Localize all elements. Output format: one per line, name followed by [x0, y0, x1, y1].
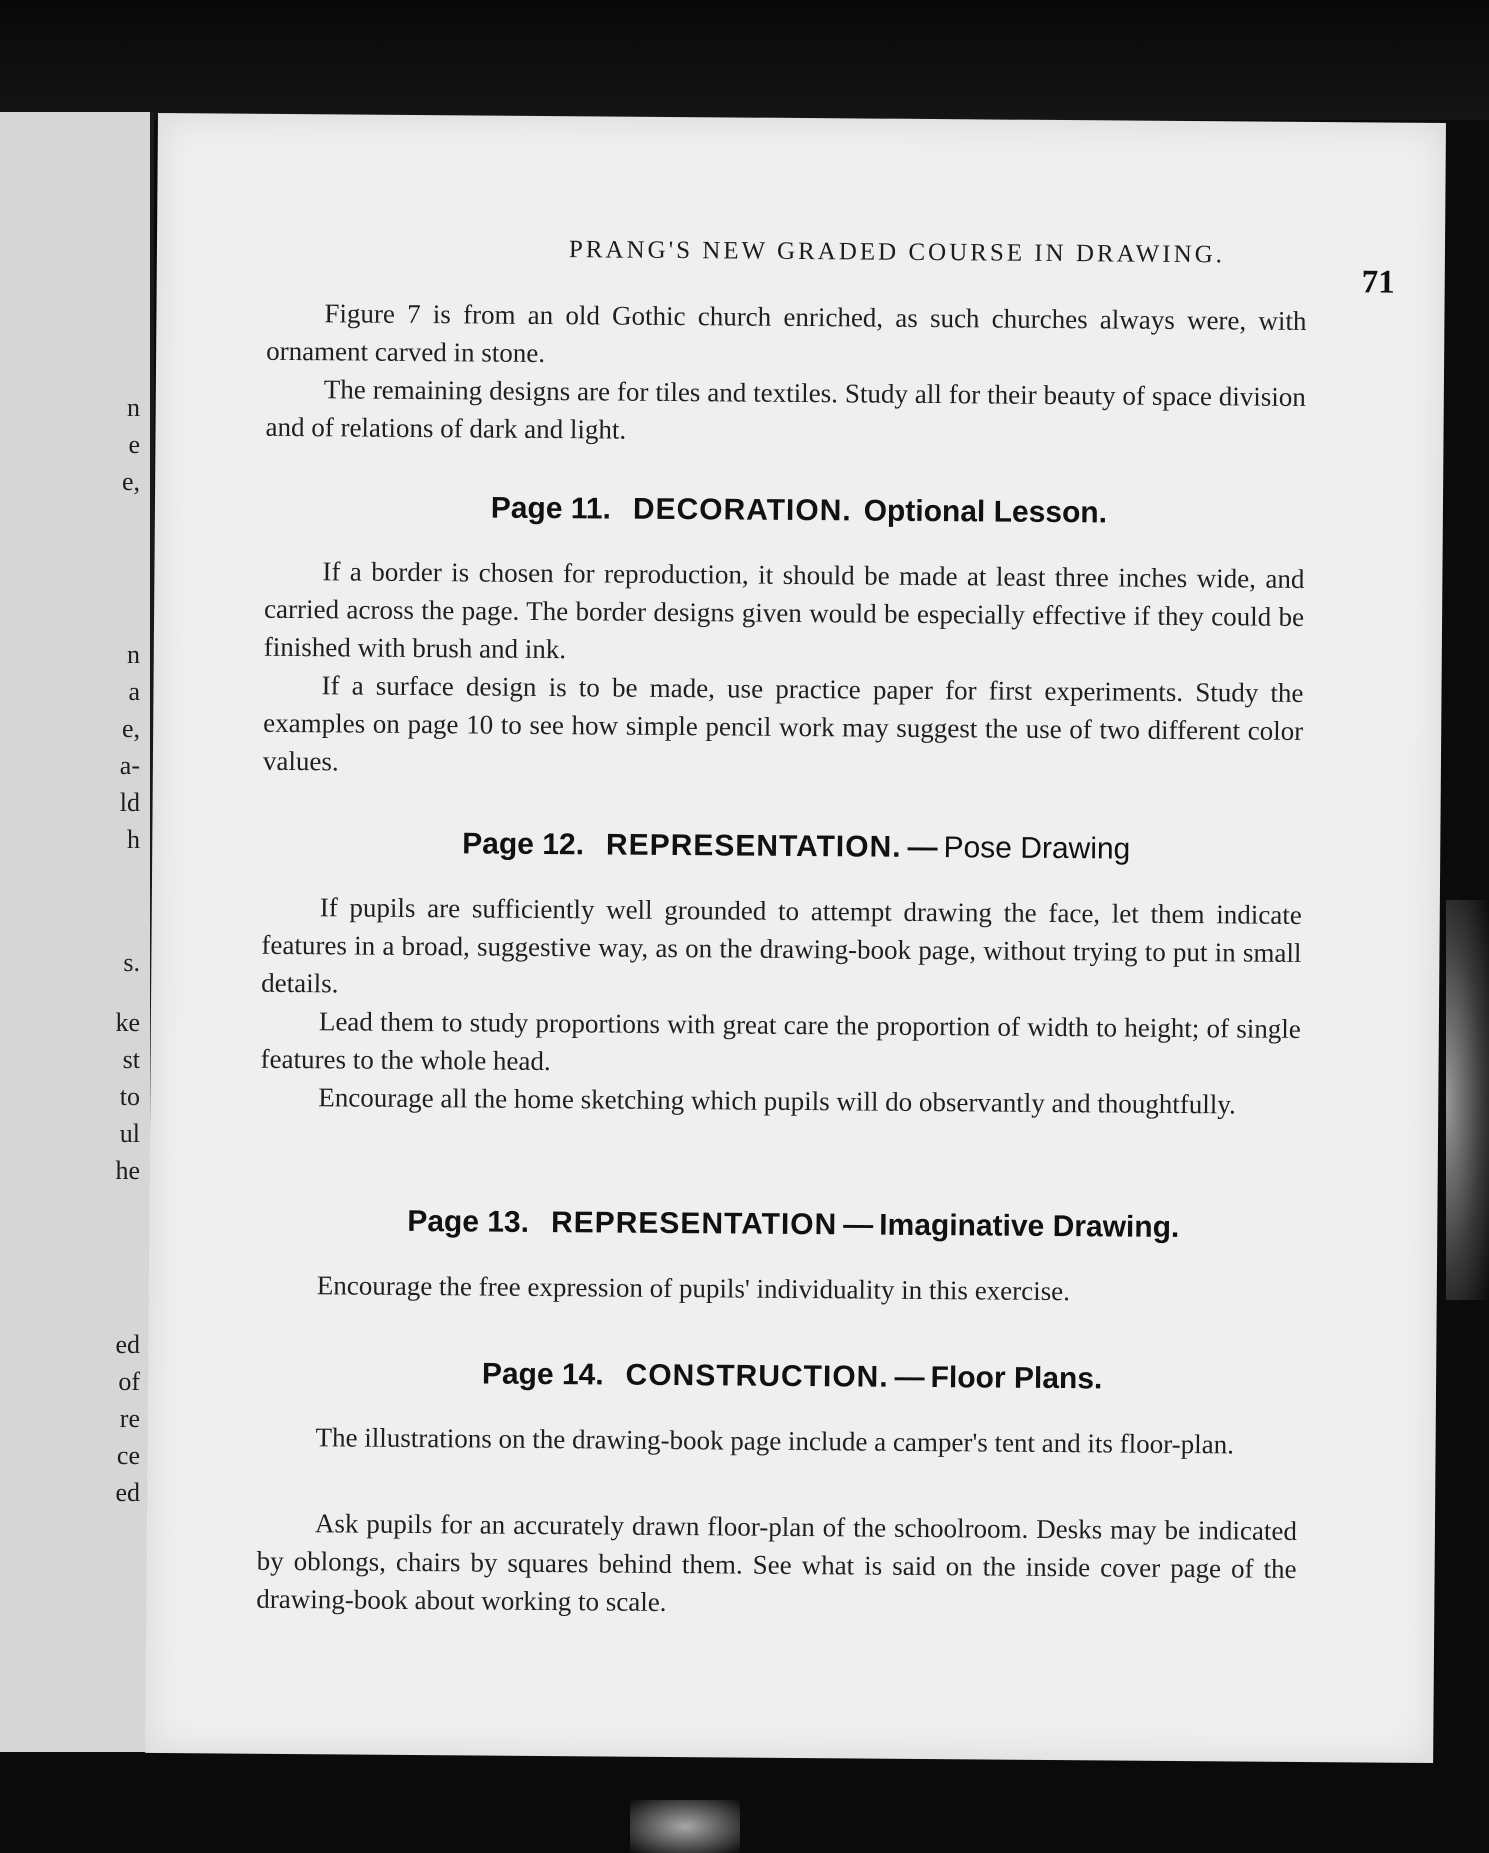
section-heading	[152, 825, 1440, 869]
section-subtitle: Imaginative Drawing.	[879, 1208, 1180, 1244]
scan-edge-artifact	[1446, 900, 1489, 1300]
facing-page-fragment: ce	[116, 1441, 140, 1470]
page-number: 71	[1361, 264, 1395, 301]
section-page-label: Page 12.	[462, 827, 585, 862]
facing-page-fragment: re	[119, 1404, 140, 1433]
section-heading	[149, 1203, 1437, 1247]
section-paragraph: The illustrations on the drawing-book page include a camper's tent and its floor-plan.	[315, 1422, 1235, 1460]
section-separator: —	[907, 830, 938, 865]
facing-page-fragment: n	[127, 393, 140, 422]
section-heading	[155, 489, 1443, 533]
facing-page-fragment: he	[115, 1156, 140, 1185]
section-paragraph: If pupils are sufficiently well grounded to attempt drawing the face, let them indicate features in a broad, suggestive way, as on the drawing-book page, without trying to put in small details.	[261, 892, 1302, 999]
facing-page-fragment: ed	[115, 1478, 140, 1507]
scan-bottom-artifact	[630, 1800, 740, 1853]
facing-page-fragment: ul	[119, 1119, 140, 1148]
scan-top-background	[0, 0, 1489, 120]
facing-page-fragment: h	[127, 825, 140, 854]
section-topic: REPRESENTATION	[550, 1206, 838, 1242]
facing-page-fragment: e	[128, 430, 140, 459]
section-paragraph: Lead them to study proportions with great care the proportion of width to height; of single features to the whole head.	[260, 1006, 1301, 1077]
facing-page-fragment: a	[128, 677, 140, 706]
facing-page-fragment: a-	[119, 751, 140, 780]
intro-paragraph: The remaining designs are for tiles and textiles. Study all for their beauty of space division and of relations of dark and light.	[265, 374, 1306, 445]
facing-page-fragment: ld	[119, 788, 140, 817]
section-paragraph: Ask pupils for an accurately drawn floor-plan of the schoolroom. Desks may be indicated by oblongs, chairs by squares behind them. See what is said on the inside cover page of the drawing-book about working to scale.	[256, 1508, 1298, 1617]
section-subtitle: Floor Plans.	[930, 1361, 1103, 1396]
section-page-label: Page 11.	[490, 491, 612, 526]
intro-paragraph: Figure 7 is from an old Gothic church enriched, as such churches always were, with ornament carved in stone.	[266, 298, 1307, 368]
facing-page-fragment: e,	[121, 714, 140, 743]
facing-page-fragment: n	[127, 640, 140, 669]
section-page-label: Page 13.	[407, 1204, 530, 1239]
section-heading	[148, 1355, 1436, 1399]
section-topic: DECORATION.	[632, 492, 852, 528]
section-paragraph: If a surface design is to be made, use practice paper for first experiments. Study the examples on page 10 to see how simple pencil work may suggest the use of two different color values.	[262, 670, 1304, 777]
section-subtitle: Optional Lesson.	[863, 494, 1108, 530]
running-head: PRANG'S NEW GRADED COURSE IN DRAWING.	[568, 236, 1226, 269]
section-page-label: Page 14.	[481, 1357, 604, 1392]
section-separator: —	[843, 1208, 874, 1242]
facing-page-fragment: s.	[123, 948, 140, 977]
section-topic: REPRESENTATION.	[605, 828, 902, 864]
facing-page-fragment: of	[118, 1367, 140, 1396]
facing-page-fragment: e,	[121, 467, 140, 496]
section-paragraph: Encourage the free expression of pupils' individuality in this exercise.	[316, 1270, 1071, 1307]
facing-page-edge	[0, 112, 154, 1752]
book-page	[145, 113, 1446, 1763]
section-paragraph: Encourage all the home sketching which pupils will do observantly and thoughtfully.	[318, 1082, 1236, 1120]
section-paragraph: If a border is chosen for reproduction, it should be made at least three inches wide, and carried across the page. The border designs given would be especially effective if they could be finished with brush and ink.	[263, 556, 1305, 665]
facing-page-fragment: st	[122, 1045, 140, 1074]
section-subtitle: Pose Drawing	[943, 831, 1131, 866]
facing-page-fragment: ke	[115, 1008, 140, 1037]
section-topic: CONSTRUCTION.	[625, 1358, 889, 1394]
facing-page-fragment: to	[119, 1082, 140, 1111]
facing-page-fragment: ed	[115, 1330, 140, 1359]
section-separator: —	[894, 1360, 925, 1395]
